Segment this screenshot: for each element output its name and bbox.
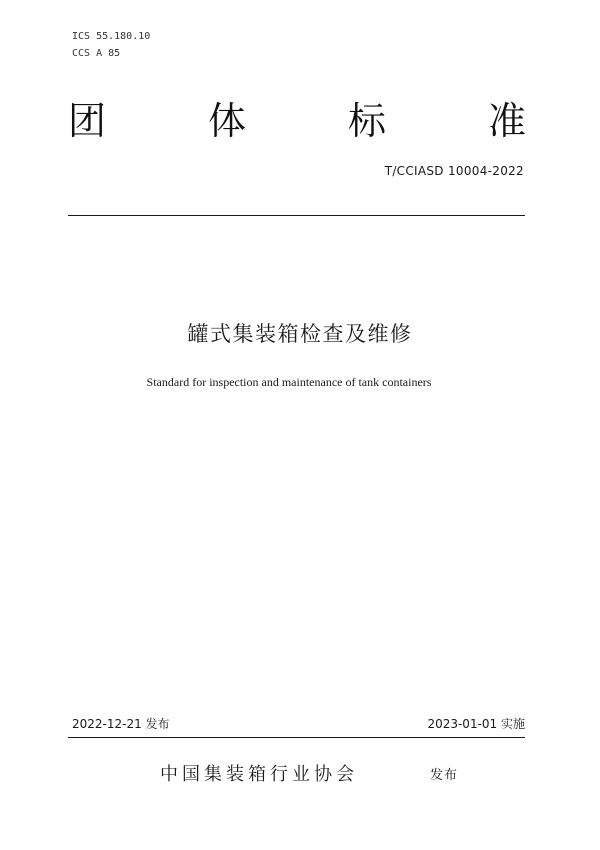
implementation-date: 2023-01-01 实施 bbox=[427, 717, 525, 731]
standard-type-char-2: 体 bbox=[207, 99, 246, 143]
release-date: 2022-12-21 发布 bbox=[72, 717, 170, 731]
classification-codes bbox=[72, 28, 150, 62]
bottom-divider bbox=[68, 737, 525, 738]
standard-type-char-1: 团 bbox=[68, 99, 107, 143]
standard-number: T/CCIASD 10004-2022 bbox=[384, 164, 524, 178]
ccs-code: CCS A 85 bbox=[72, 48, 121, 59]
document-title-english: Standard for inspection and maintenance of tank containers bbox=[146, 375, 432, 389]
standard-type-heading bbox=[68, 96, 526, 146]
document-title-chinese: 罐式集装箱检查及维修 bbox=[187, 322, 413, 346]
standard-type-char-4: 准 bbox=[487, 99, 526, 143]
standard-type-char-3: 标 bbox=[347, 99, 386, 143]
ics-code: ICS 55.180.10 bbox=[72, 31, 151, 42]
top-divider bbox=[68, 215, 525, 216]
publisher-action: 发布 bbox=[430, 768, 459, 783]
publisher-name: 中国集装箱行业协会 bbox=[160, 764, 358, 785]
